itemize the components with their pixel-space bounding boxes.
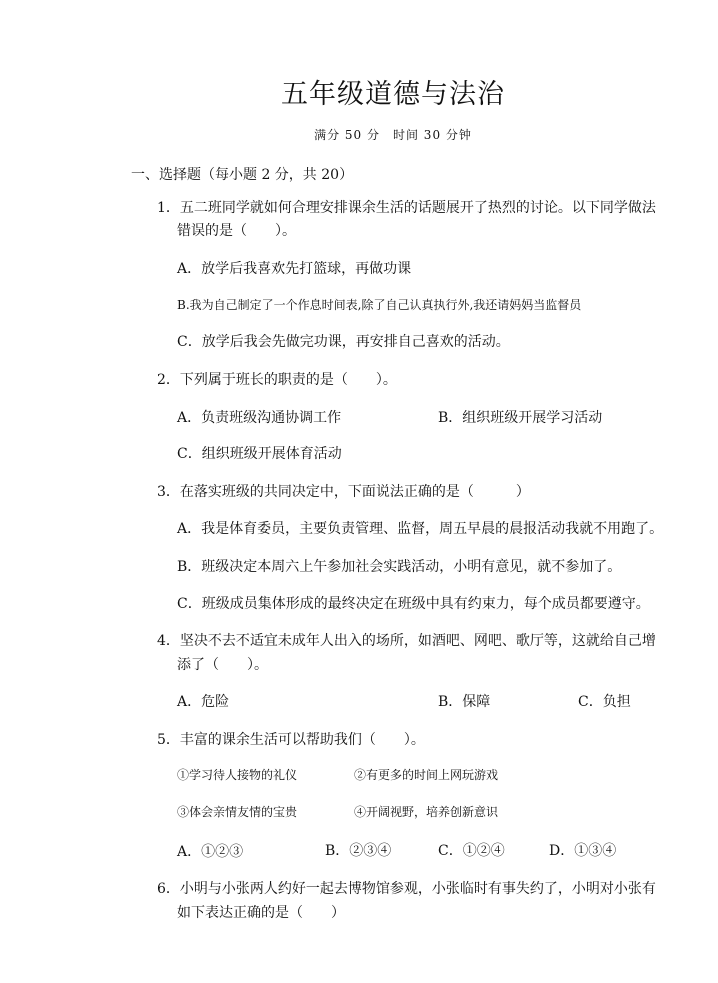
question-3-option-a: A．我是体育委员，主要负责管理、监督，周五早晨的晨报活动我就不用跑了。	[177, 521, 664, 537]
question-4-option-b: B．保障	[438, 694, 491, 710]
question-2-option-b: B．组织班级开展学习活动	[438, 410, 603, 426]
question-4-stem-line-1: 4．坚决不去不适宜未成年人出入的场所，如酒吧、网吧、歌厅等，这就给自己增	[157, 633, 656, 649]
question-2-stem: 2．下列属于班长的职责的是（ ）。	[157, 372, 397, 388]
question-4-option-c: C．负担	[578, 694, 631, 710]
question-5-item-1: ①学习待人接物的礼仪	[177, 768, 298, 782]
question-5-stem: 5．丰富的课余生活可以帮助我们（ ）。	[157, 732, 425, 748]
question-5-option-a: A．①②③	[177, 844, 244, 860]
question-5-item-4: ④开阔视野，培养创新意识	[354, 805, 499, 819]
question-5-item-2: ②有更多的时间上网玩游戏	[354, 768, 499, 782]
question-1-option-a: A．放学后我喜欢先打篮球，再做功课	[177, 261, 412, 277]
question-5-item-3: ③体会亲情友情的宝贵	[177, 805, 298, 819]
question-1-stem-line-1: 1．五二班同学就如何合理安排课余生活的话题展开了热烈的讨论。以下同学做法	[157, 200, 656, 216]
question-5-option-b: B．②③④	[325, 843, 392, 859]
question-4-stem-line-2: 添了（ ）。	[177, 657, 268, 673]
page-title: 五年级道德与法治	[281, 79, 505, 110]
question-2-option-c: C．组织班级开展体育活动	[177, 446, 342, 462]
question-1-option-b: B.我为自己制定了一个作息时间表,除了自己认真执行外,我还请妈妈当监督员	[177, 298, 582, 312]
question-2-option-a: A．负责班级沟通协调工作	[177, 410, 342, 426]
section-heading: 一、选择题（每小题 2 分，共 20）	[131, 167, 354, 183]
question-5-option-d: D．①③④	[549, 843, 617, 859]
question-3-option-b: B．班级决定本周六上午参加社会实践活动，小明有意见，就不参加了。	[177, 559, 622, 575]
question-6-stem-line-2: 如下表达正确的是（ ）	[177, 905, 345, 921]
question-4-option-a: A．危险	[177, 694, 230, 710]
question-3-option-c: C．班级成员集体形成的最终决定在班级中具有约束力，每个成员都要遵守。	[177, 596, 650, 612]
question-1-option-c: C．放学后我会先做完功课，再安排自己喜欢的活动。	[177, 334, 510, 350]
question-1-stem-line-2: 错误的是（ ）。	[177, 223, 296, 239]
question-5-option-c: C．①②④	[438, 843, 505, 859]
question-3-stem: 3．在落实班级的共同决定中，下面说法正确的是（ ）	[157, 484, 530, 500]
question-6-stem-line-1: 6．小明与小张两人约好一起去博物馆参观，小张临时有事失约了，小明对小张有	[157, 881, 656, 897]
exam-info: 满分 50 分 时间 30 分钟	[314, 128, 472, 142]
